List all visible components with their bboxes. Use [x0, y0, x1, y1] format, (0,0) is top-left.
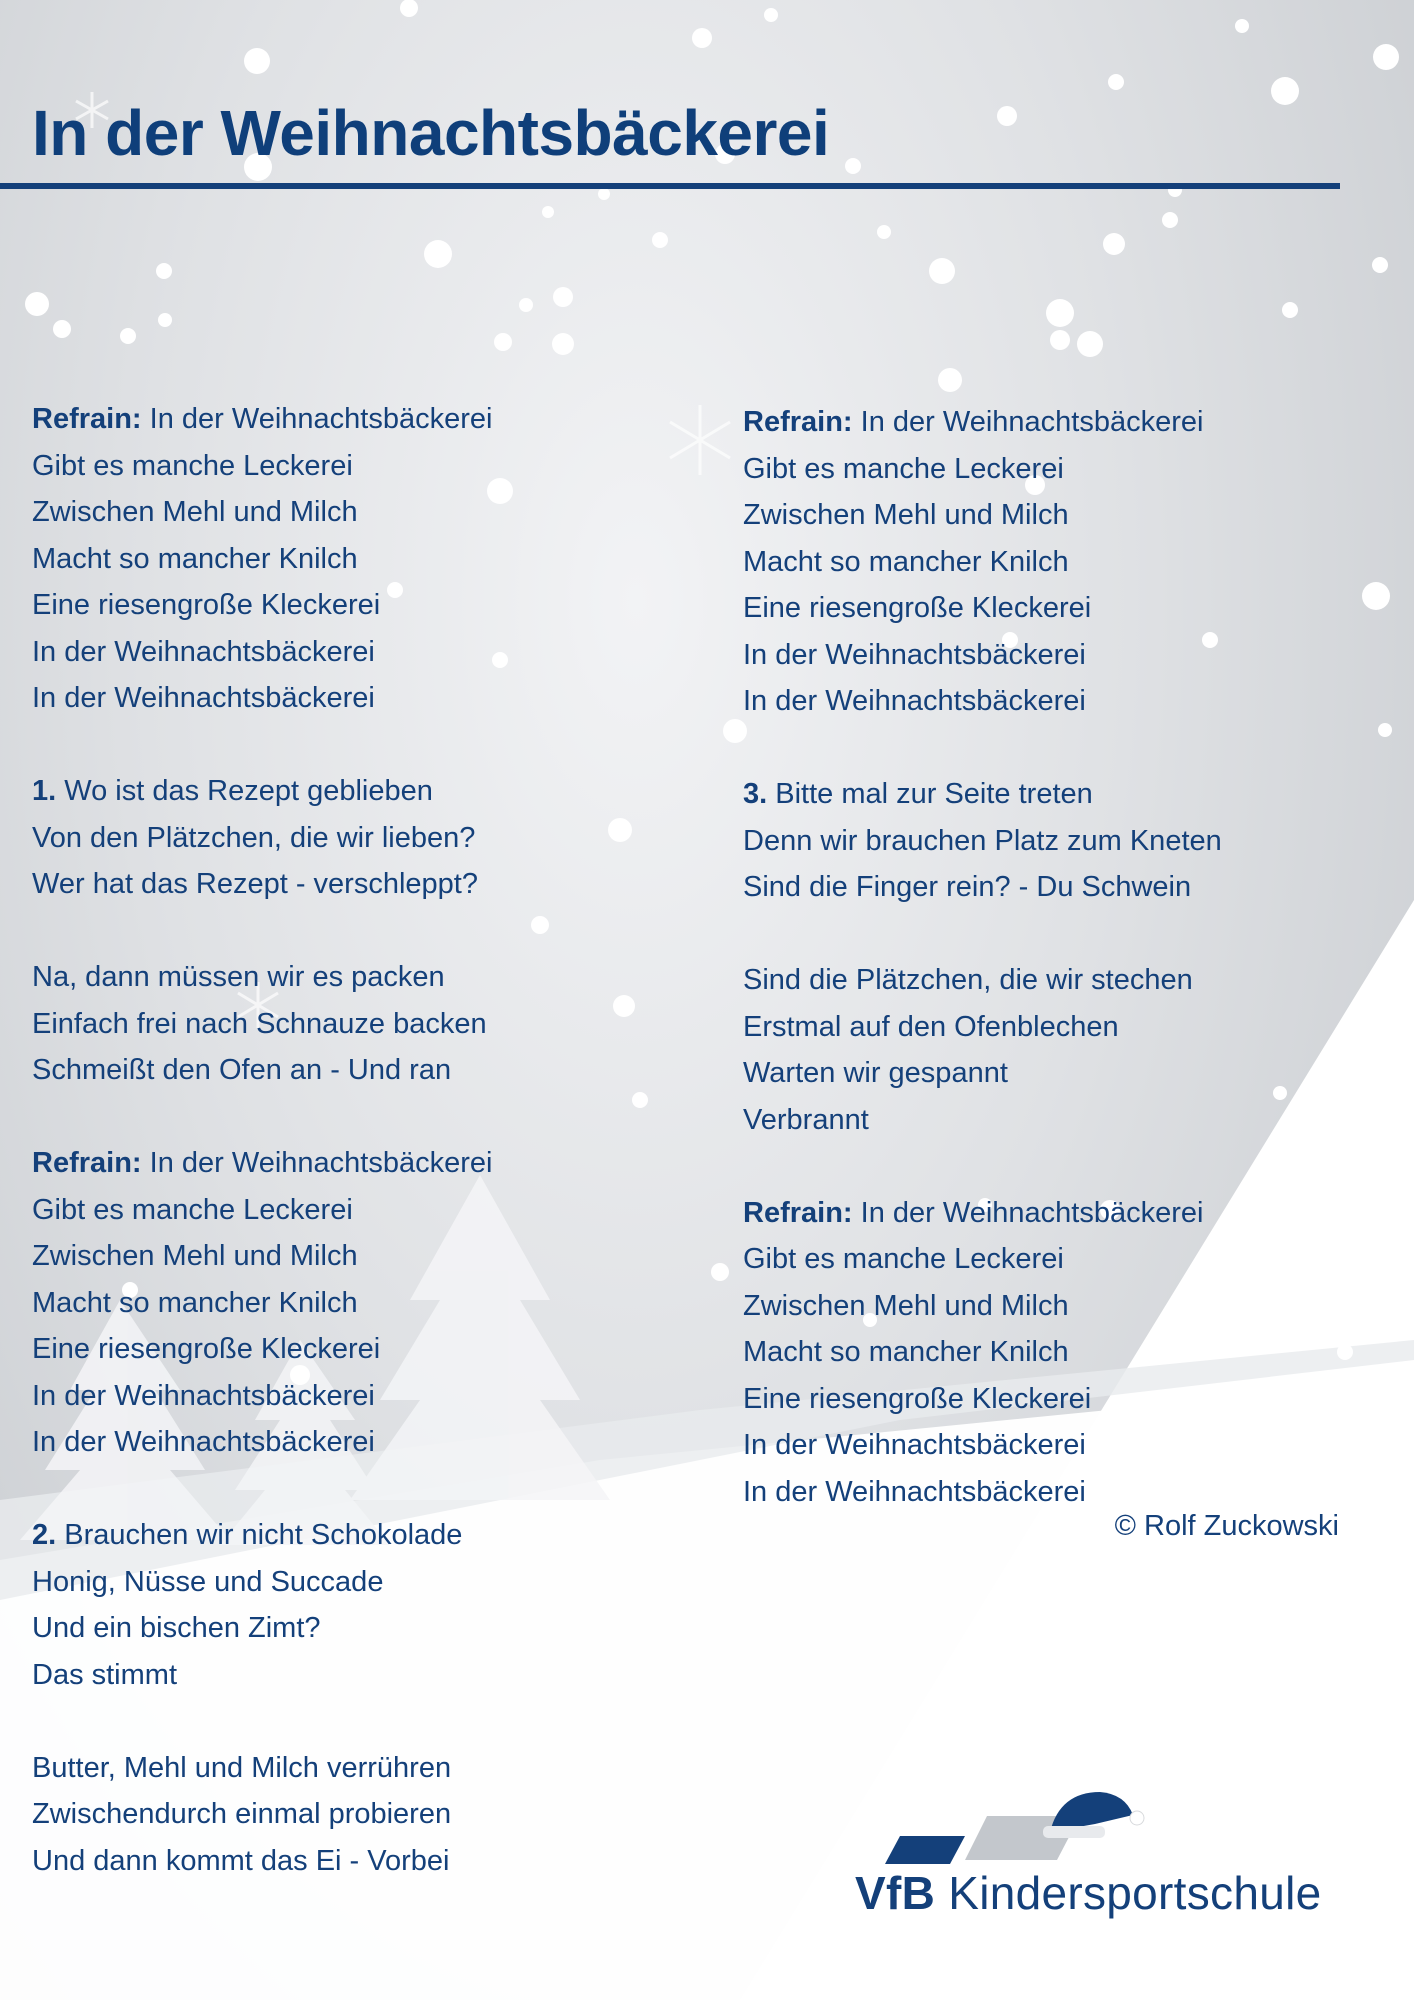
lyric-line [743, 1329, 1363, 1376]
lyric-line [743, 1190, 1363, 1237]
lyric-line [32, 675, 652, 722]
lyric-line [743, 771, 1363, 818]
lyric-line [743, 818, 1363, 865]
stanza-label: Refrain: [32, 1147, 142, 1179]
lyric-text: Wer hat das Rezept - verschleppt? [32, 868, 478, 900]
lyric-text: Und ein bischen Zimt? [32, 1612, 321, 1644]
lyric-text: Wo ist das Rezept geblieben [64, 775, 433, 807]
lyric-text: Eine riesengroße Kleckerei [32, 589, 381, 621]
lyric-line [743, 1097, 1363, 1144]
lyric-line [32, 1233, 652, 1280]
lyric-line [743, 399, 1363, 446]
lyric-text: In der Weihnachtsbäckerei [743, 1429, 1086, 1461]
lyric-text: Macht so mancher Knilch [32, 1286, 358, 1319]
stanza-label: Refrain: [32, 403, 142, 435]
lyric-line [743, 864, 1363, 911]
lyric-line [32, 1001, 652, 1048]
lyric-text: Eine riesengroße Kleckerei [743, 1382, 1092, 1415]
lyric-line [32, 1047, 652, 1094]
lyric-text: Zwischen Mehl und Milch [32, 496, 358, 528]
lyric-text: In der Weihnachtsbäckerei [860, 406, 1204, 438]
lyric-text: Gibt es manche Leckerei [743, 1243, 1064, 1275]
lyric-text: Gibt es manche Leckerei [32, 1193, 353, 1226]
lyric-line [32, 1326, 652, 1373]
stanza [743, 771, 1363, 911]
lyric-text: Sind die Plätzchen, die wir stechen [743, 964, 1193, 996]
lyric-line [743, 1236, 1363, 1283]
stanza [32, 954, 652, 1094]
lyric-line [32, 954, 652, 1001]
lyric-text: Und dann kommt das Ei - Vorbei [32, 1844, 450, 1877]
stanza [32, 396, 652, 722]
lyric-line [743, 1004, 1363, 1051]
lyric-line [743, 678, 1363, 725]
lyric-text: Zwischendurch einmal probieren [32, 1798, 452, 1830]
lyric-text: Gibt es manche Leckerei [743, 452, 1064, 485]
lyric-text: Macht so mancher Knilch [743, 1336, 1069, 1368]
lyric-line [32, 1745, 652, 1792]
lyric-text: In der Weihnachtsbäckerei [32, 1379, 375, 1412]
lyric-text: In der Weihnachtsbäckerei [149, 1147, 493, 1179]
lyric-line [32, 1559, 652, 1606]
lyric-line [32, 1791, 652, 1838]
lyric-text: Einfach frei nach Schnauze backen [32, 1007, 487, 1040]
lyric-text: Sind die Finger rein? - Du Schwein [743, 871, 1192, 903]
lyric-line [32, 1605, 652, 1652]
lyric-text: Schmeißt den Ofen an - Und ran [32, 1054, 452, 1086]
lyric-text: Eine riesengroße Kleckerei [743, 592, 1092, 624]
lyric-line [32, 443, 652, 490]
lyric-text: In der Weihnachtsbäckerei [743, 685, 1086, 717]
lyric-text: Von den Plätzchen, die wir lieben? [32, 821, 476, 854]
lyric-line [32, 396, 652, 443]
lyric-line [743, 1422, 1363, 1469]
lyric-line [743, 632, 1363, 679]
lyric-line [32, 582, 652, 629]
lyric-line [32, 629, 652, 676]
lyric-line [32, 1512, 652, 1559]
lyric-text: Erstmal auf den Ofenblechen [743, 1010, 1119, 1043]
lyric-text: Denn wir brauchen Platz zum Kneten [743, 824, 1222, 857]
lyric-line [32, 1838, 652, 1885]
lyric-line [743, 446, 1363, 493]
lyric-text: In der Weihnachtsbäckerei [860, 1196, 1204, 1229]
stanza [743, 1190, 1363, 1516]
lyric-text: Bitte mal zur Seite treten [775, 778, 1093, 810]
title-underline [0, 183, 1340, 189]
stanza-label: Refrain: [743, 1196, 853, 1229]
lyric-line [743, 492, 1363, 539]
lyric-text: Verbrannt [743, 1103, 869, 1136]
lyric-text: In der Weihnachtsbäckerei [743, 1475, 1086, 1508]
lyric-text: In der Weihnachtsbäckerei [32, 682, 375, 714]
lyric-text: In der Weihnachtsbäckerei [149, 403, 493, 435]
lyric-text: Macht so mancher Knilch [32, 542, 358, 575]
logo-stripe [885, 1836, 965, 1864]
lyric-text: In der Weihnachtsbäckerei [32, 1426, 375, 1458]
lyric-text: In der Weihnachtsbäckerei [32, 635, 375, 668]
lyric-text: Brauchen wir nicht Schokolade [64, 1519, 463, 1551]
lyric-text: Zwischen Mehl und Milch [32, 1240, 358, 1272]
lyric-line [32, 1373, 652, 1420]
lyric-text: Eine riesengroße Kleckerei [32, 1333, 381, 1365]
lyric-text: In der Weihnachtsbäckerei [743, 638, 1086, 671]
stanza-label: 3. [743, 778, 768, 810]
lyric-text: Honig, Nüsse und Succade [32, 1565, 384, 1598]
lyric-line [32, 861, 652, 908]
lyrics-right-column [743, 399, 1363, 1562]
page-title: In der Weihnachtsbäckerei [32, 97, 830, 169]
lyric-text: Na, dann müssen wir es packen [32, 961, 445, 993]
lyric-line [32, 536, 652, 583]
stanza [32, 768, 652, 908]
stanza [32, 1745, 652, 1885]
lyric-line [743, 1469, 1363, 1516]
lyric-line [743, 1283, 1363, 1330]
copyright-note: © Rolf Zuckowski [1114, 1510, 1339, 1542]
lyric-line [743, 1050, 1363, 1097]
stanza [32, 1140, 652, 1466]
lyric-line [32, 1187, 652, 1234]
stanza [743, 957, 1363, 1143]
lyric-line [743, 957, 1363, 1004]
lyric-line [743, 1376, 1363, 1423]
lyric-line [743, 539, 1363, 586]
santa-hat-icon [1043, 1792, 1144, 1838]
stanza [32, 1512, 652, 1698]
lyric-text: Butter, Mehl und Milch verrühren [32, 1751, 452, 1784]
lyric-line [32, 1140, 652, 1187]
vfb-logo-text: VfB Kindersportschule [855, 1867, 1322, 1919]
lyric-text: Zwischen Mehl und Milch [743, 499, 1069, 531]
lyric-text: Macht so mancher Knilch [743, 545, 1069, 578]
stanza [743, 399, 1363, 725]
lyric-line [743, 585, 1363, 632]
lyric-text: Das stimmt [32, 1658, 177, 1691]
stanza-label: Refrain: [743, 406, 853, 438]
lyric-line [32, 1280, 652, 1327]
lyric-line [32, 815, 652, 862]
lyric-text: Warten wir gespannt [743, 1057, 1008, 1089]
lyrics-left-column [32, 396, 652, 1931]
lyric-line [32, 489, 652, 536]
stanza-label: 2. [32, 1519, 57, 1551]
lyric-text: Gibt es manche Leckerei [32, 449, 353, 482]
lyric-line [32, 768, 652, 815]
lyric-line [32, 1419, 652, 1466]
lyric-text: Zwischen Mehl und Milch [743, 1289, 1069, 1322]
stanza-label: 1. [32, 775, 57, 807]
lyric-line [32, 1652, 652, 1699]
